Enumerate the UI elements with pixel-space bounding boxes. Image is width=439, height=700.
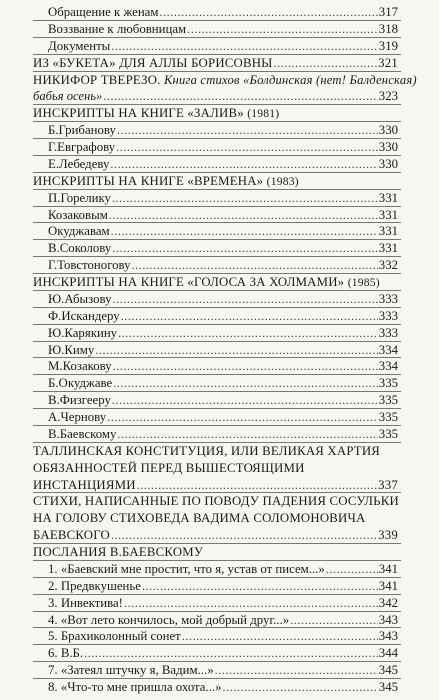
dot-leader: [84, 645, 378, 662]
toc-section-heading: [33, 72, 417, 89]
toc-entry: [33, 88, 398, 105]
entry-page: 333: [378, 308, 398, 323]
toc-entry: [48, 426, 398, 443]
dot-leader: [113, 375, 378, 392]
entry-page: 333: [378, 291, 398, 306]
entry-title: Ю.Абызову: [48, 291, 112, 306]
entry-page: 335: [378, 410, 398, 425]
entry-title: Обращение к женам: [48, 5, 159, 19]
toc-entry: [48, 325, 398, 342]
dot-leader: [326, 561, 378, 578]
dot-leader: [117, 122, 378, 139]
section-title-line: НА ГОЛОВУ СТИХОВЕДА ВАДИМА СОЛОМОНОВИЧА: [33, 511, 366, 526]
dot-leader: [111, 527, 377, 544]
entry-page: 331: [378, 190, 398, 205]
entry-page: 321: [378, 55, 398, 70]
section-year: (1985): [347, 276, 380, 290]
entry-page: 335: [378, 426, 398, 441]
toc-entry: [48, 628, 398, 645]
dot-leader: [290, 612, 378, 629]
dot-leader: [116, 139, 378, 156]
toc-entry: [48, 223, 398, 240]
toc-entry: [48, 240, 398, 257]
entry-title: А.Чернову: [48, 410, 107, 425]
entry-page: 330: [378, 140, 398, 155]
toc-section-heading: [33, 510, 401, 527]
entry-title: Козаковым: [48, 207, 108, 222]
entry-page: 330: [378, 123, 398, 138]
dot-leader: [274, 55, 378, 72]
toc-entry: [48, 257, 398, 274]
entry-title: Окуджавам: [48, 224, 110, 239]
dot-leader: [187, 21, 378, 38]
dot-leader: [109, 207, 378, 224]
dot-leader: [110, 156, 377, 173]
entry-title: 6. В.Б.: [48, 646, 84, 661]
entry-page: 333: [378, 325, 398, 340]
dot-leader: [112, 240, 377, 257]
dot-leader: [113, 358, 378, 375]
dot-leader: [121, 308, 378, 325]
entry-page: 343: [378, 612, 398, 627]
toc-entry: [48, 392, 398, 409]
entry-page: 345: [378, 680, 398, 695]
entry-page: 319: [378, 38, 398, 53]
entry-title: М.Козакову: [48, 359, 112, 374]
section-title: ИНСКРИПТЫ НА КНИГЕ «ГОЛОСА ЗА ХОЛМАМИ»: [33, 275, 345, 290]
entry-title: 5. Брахиколонный сонет: [48, 629, 181, 644]
entry-title: Б.Окуджаве: [48, 376, 113, 391]
toc-section-heading: [33, 544, 401, 561]
toc-entry: [48, 375, 398, 392]
dot-leader: [159, 4, 377, 21]
entry-title: Ю.Карякину: [48, 325, 118, 340]
entry-page: 337: [378, 477, 398, 492]
entry-title: 8. «Что-то мне пришла охота...»: [48, 680, 222, 695]
section-title-line: СТИХИ, НАПИСАННЫЕ ПО ПОВОДУ ПАДЕНИЯ СОСУЛЬКИ: [33, 494, 399, 509]
section-year: (1981): [247, 107, 280, 121]
entry-title: 4. «Вот лето кончилось, мой добрый друг...»: [48, 612, 290, 627]
toc-entry: [48, 578, 398, 595]
toc-entry: [48, 4, 398, 21]
section-title-line: БАЕВСКОГО: [33, 528, 110, 543]
toc-entry: [48, 561, 398, 578]
entry-page: 332: [378, 258, 398, 273]
entry-page: 345: [378, 663, 398, 678]
toc-entry: [48, 21, 398, 38]
toc-section-heading: [33, 493, 401, 510]
entry-title: НИКИФОР ТВЕРЕЗО.: [33, 72, 161, 87]
entry-title: В.Физгееру: [48, 393, 111, 408]
toc-entry: [48, 190, 398, 207]
dot-leader: [182, 628, 378, 645]
toc-entry: [48, 156, 398, 173]
toc-entry: [48, 38, 398, 55]
entry-title: Ю.Киму: [48, 342, 95, 357]
entry-page: 323: [378, 89, 398, 104]
dot-leader: [117, 426, 377, 443]
entry-title: П.Горелику: [48, 190, 111, 205]
toc-section-heading: [33, 55, 398, 72]
section-title-line: ИНСТАНЦИЯМИ: [33, 477, 136, 492]
section-year: (1983): [266, 174, 299, 188]
entry-subtitle: Книга стихов «Болдинская (нет! Балденская): [163, 72, 417, 87]
entry-title: ИЗ «БУКЕТА» ДЛЯ АЛЛЫ БОРИСОВНЫ: [33, 55, 273, 70]
entry-subtitle-cont: бабья осень»: [33, 89, 103, 104]
entry-page: 341: [378, 578, 398, 593]
toc-entry: [48, 207, 398, 224]
toc-entry: [48, 409, 398, 426]
dot-leader: [142, 578, 378, 595]
toc-entry: [33, 527, 398, 544]
entry-title: 2. Предвкушенье: [48, 578, 141, 593]
toc-entry: [48, 139, 398, 156]
dot-leader: [111, 223, 378, 240]
dot-leader: [118, 325, 378, 342]
toc-entry: [48, 595, 398, 612]
toc-entry: [48, 308, 398, 325]
entry-page: 335: [378, 393, 398, 408]
toc-entry: [48, 122, 398, 139]
toc-entry: [48, 679, 398, 696]
entry-title: 3. Инвектива!: [48, 595, 123, 610]
entry-page: 344: [378, 646, 398, 661]
dot-leader: [103, 88, 377, 105]
toc-entry: [48, 291, 398, 308]
entry-page: 334: [378, 359, 398, 374]
entry-page: 317: [378, 5, 398, 19]
entry-title: Воззвание к любовницам: [48, 21, 187, 36]
entry-title: Б.Грибанову: [48, 123, 116, 138]
entry-page: 341: [378, 561, 398, 576]
entry-page: 334: [378, 342, 398, 357]
section-title-line: ОБЯЗАННОСТЕЙ ПЕРЕД ВЫШЕСТОЯЩИМИ: [33, 460, 305, 475]
section-title: ПОСЛАНИЯ В.БАЕВСКОМУ: [33, 545, 204, 560]
entry-title: В.Баевскому: [48, 426, 117, 441]
entry-title: 1. «Баевский мне простит, что я, устав от писем...»: [48, 561, 325, 576]
toc-entry: [48, 358, 398, 375]
dot-leader: [132, 257, 378, 274]
dot-leader: [107, 409, 378, 426]
dot-leader: [112, 392, 378, 409]
toc-entry: [48, 612, 398, 629]
toc-entry: [33, 477, 398, 494]
entry-title: 7. «Затеял штучку я, Вадим...»: [48, 663, 214, 678]
dot-leader: [95, 342, 377, 359]
entry-page: 331: [378, 241, 398, 256]
toc-entry: [48, 342, 398, 359]
entry-title: Е.Лебедеву: [48, 156, 110, 171]
dot-leader: [111, 38, 377, 55]
dot-leader: [113, 291, 378, 308]
dot-leader: [124, 595, 378, 612]
entry-page: 331: [378, 224, 398, 239]
entry-page: 330: [378, 156, 398, 171]
section-title: ИНСКРИПТЫ НА КНИГЕ «ЗАЛИВ»: [33, 106, 244, 121]
entry-page: 339: [378, 528, 398, 543]
entry-page: 335: [378, 376, 398, 391]
entry-page: 342: [378, 595, 398, 610]
toc-section-heading: [33, 460, 401, 477]
entry-title: Документы: [48, 38, 111, 53]
section-title: ИНСКРИПТЫ НА КНИГЕ «ВРЕМЕНА»: [33, 173, 264, 188]
entry-title: В.Соколову: [48, 241, 112, 256]
dot-leader: [112, 190, 378, 207]
entry-title: Ф.Искандеру: [48, 308, 120, 323]
entry-page: 343: [378, 629, 398, 644]
dot-leader: [137, 477, 378, 494]
section-title-line: ТАЛЛИНСКАЯ КОНСТИТУЦИЯ, ИЛИ ВЕЛИКАЯ ХАРТИЯ: [33, 443, 381, 458]
entry-title: Г.Евграфову: [48, 140, 116, 155]
dot-leader: [223, 679, 378, 696]
toc-entry: [48, 645, 398, 662]
entry-title: Г.Товстоногову: [48, 258, 131, 273]
dot-leader: [215, 662, 378, 679]
entry-page: 318: [378, 21, 398, 36]
toc-entry: [48, 662, 398, 679]
toc-section-heading: [33, 443, 401, 460]
entry-page: 331: [378, 207, 398, 222]
